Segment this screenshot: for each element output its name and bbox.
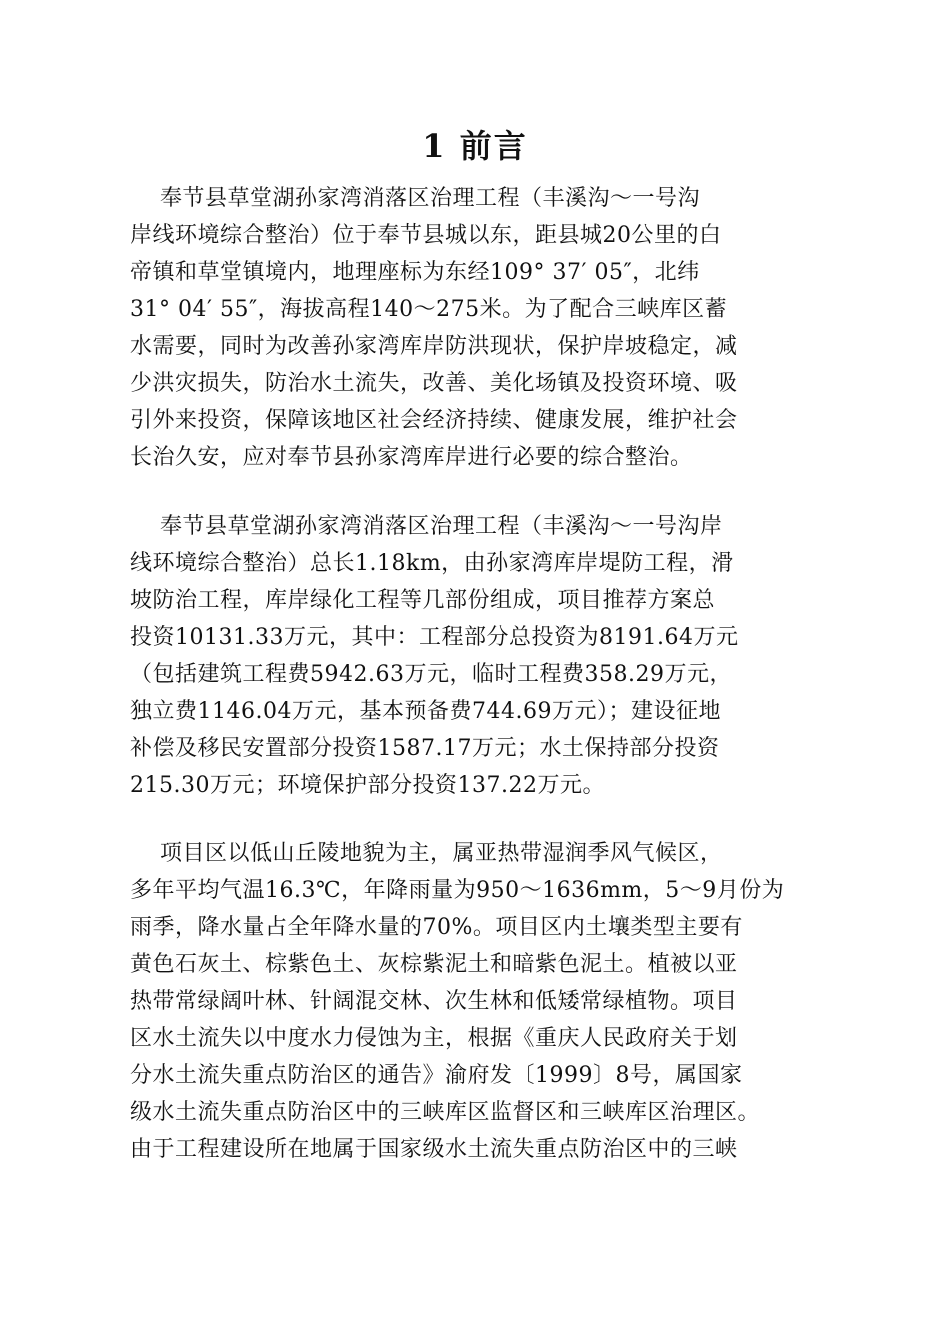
text-line: 水需要，同时为改善孙家湾库岸防洪现状，保护岸坡稳定，减 — [130, 334, 738, 359]
section-title: 1 前言 — [422, 127, 528, 165]
text-line: 坡防治工程，库岸绿化工程等几部份组成，项目推荐方案总 — [130, 588, 716, 613]
paragraph-2 — [130, 508, 830, 804]
text-line: 投资10131.33万元，其中：工程部分总投资为8191.64万元 — [130, 625, 739, 650]
text-line: 级水土流失重点防治区中的三峡库区监督区和三峡库区治理区。 — [130, 1100, 761, 1125]
paragraph-1-text — [130, 180, 830, 476]
text-line: 区水土流失以中度水力侵蚀为主，根据《重庆人民政府关于划 — [130, 1026, 738, 1051]
text-line: 独立费1146.04万元，基本预备费744.69万元）；建设征地 — [130, 699, 721, 724]
text-line: 线环境综合整治）总长1.18km，由孙家湾库岸堤防工程，滑 — [130, 551, 734, 576]
text-line: 黄色石灰土、棕紫色土、灰棕紫泥土和暗紫色泥土。植被以亚 — [130, 952, 738, 977]
text-line: 引外来投资，保障该地区社会经济持续、健康发展，维护社会 — [130, 408, 738, 433]
paragraph-1 — [130, 180, 830, 476]
paragraph-3 — [130, 835, 830, 1168]
text-line: 项目区以低山丘陵地貌为主，属亚热带湿润季风气候区， — [130, 841, 723, 866]
text-line: 长治久安，应对奉节县孙家湾库岸进行必要的综合整治。 — [130, 445, 693, 470]
paragraph-2-text — [130, 508, 830, 804]
text-line: 雨季，降水量占全年降水量的70%。项目区内土壤类型主要有 — [130, 915, 743, 940]
text-line: 31° 04′ 55″，海拔高程140～275米。为了配合三峡库区蓄 — [130, 297, 728, 322]
text-line: 少洪灾损失，防治水土流失，改善、美化场镇及投资环境、吸 — [130, 371, 738, 396]
text-line: 多年平均气温16.3℃，年降雨量为950～1636mm，5～9月份为 — [130, 878, 785, 903]
text-line: 热带常绿阔叶林、针阔混交林、次生林和低矮常绿植物。项目 — [130, 989, 738, 1014]
text-line: 奉节县草堂湖孙家湾消落区治理工程（丰溪沟～一号沟 — [130, 186, 700, 211]
text-line: 215.30万元；环境保护部分投资137.22万元。 — [130, 773, 605, 798]
paragraph-3-text — [130, 835, 830, 1168]
text-line: 奉节县草堂湖孙家湾消落区治理工程（丰溪沟～一号沟岸 — [130, 514, 723, 539]
text-line: （包括建筑工程费5942.63万元，临时工程费358.29万元， — [130, 662, 732, 687]
text-line: 岸线环境综合整治）位于奉节县城以东，距县城20公里的白 — [130, 223, 722, 248]
text-line: 由于工程建设所在地属于国家级水土流失重点防治区中的三峡 — [130, 1137, 738, 1162]
text-line: 分水土流失重点防治区的通告》渝府发〔1999〕8号，属国家 — [130, 1063, 743, 1088]
text-line: 补偿及移民安置部分投资1587.17万元；水土保持部分投资 — [130, 736, 720, 761]
text-line: 帝镇和草堂镇境内，地理座标为东经109° 37′ 05″，北纬 — [130, 260, 700, 285]
